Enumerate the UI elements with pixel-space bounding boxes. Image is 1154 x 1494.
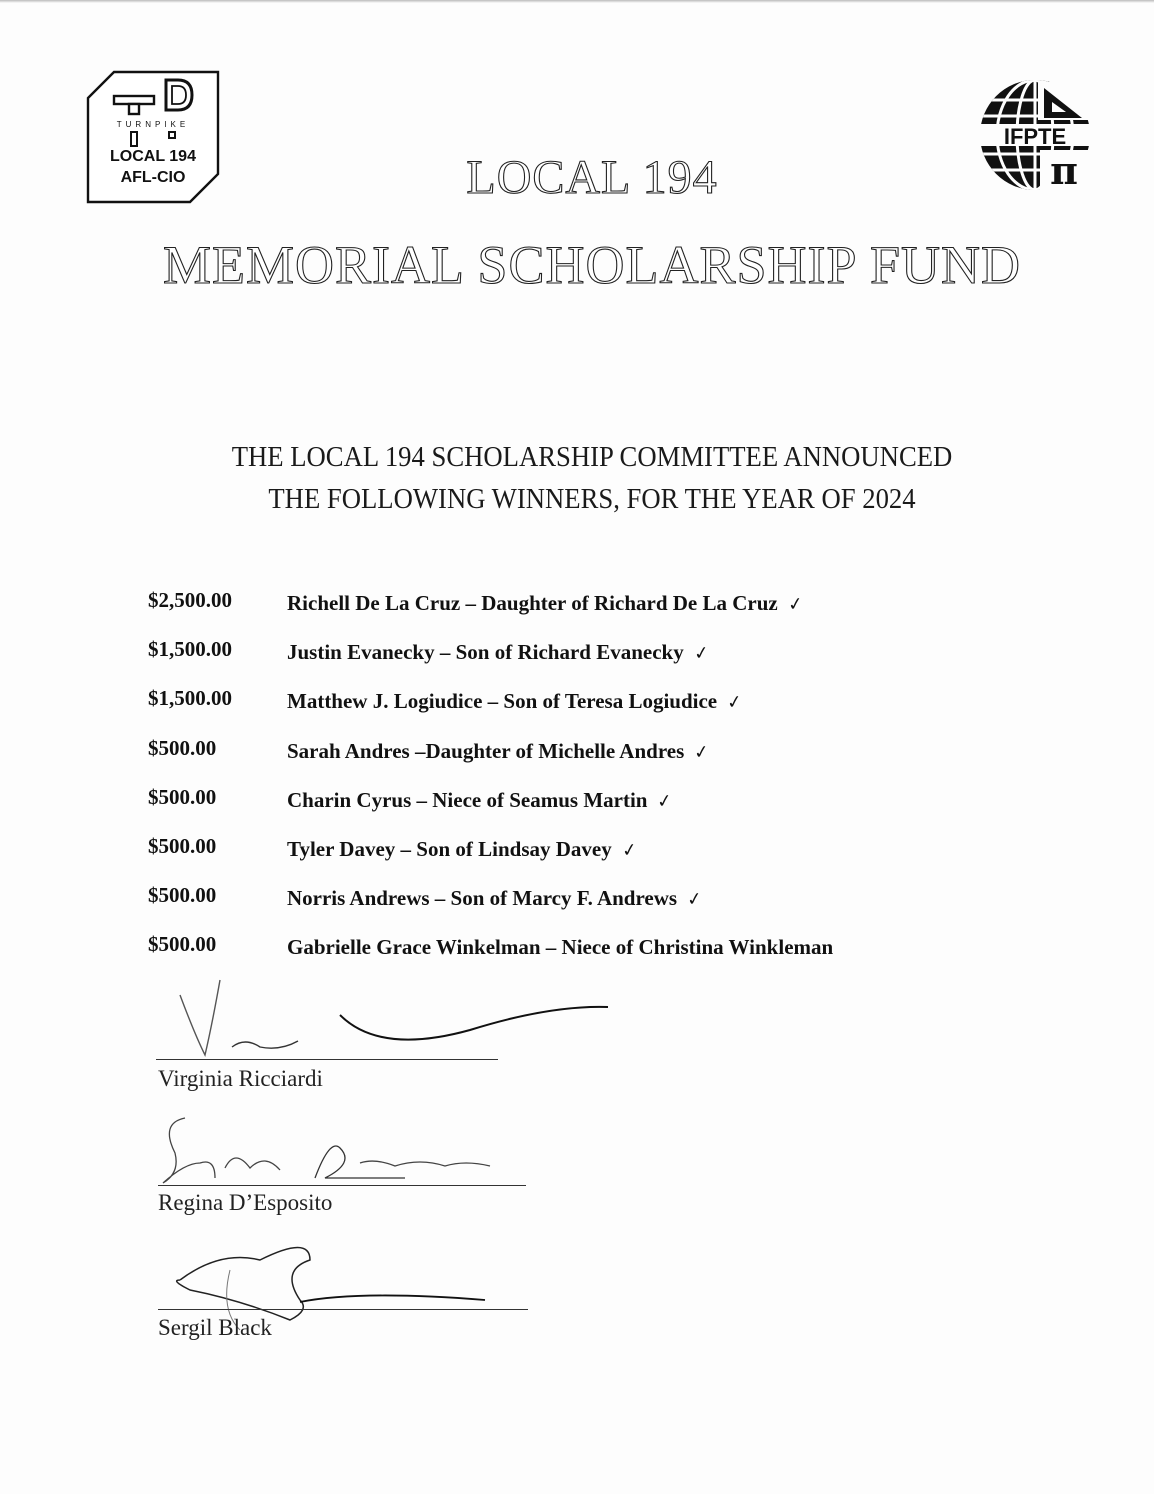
winner-description: Norris Andrews – Son of Marcy F. Andrews	[287, 886, 678, 911]
check-mark-icon: ✓	[656, 789, 674, 813]
check-mark-icon: ✓	[620, 838, 639, 862]
award-amount: $500.00	[148, 883, 217, 908]
award-amount: $500.00	[148, 833, 217, 858]
signature-line	[158, 1185, 526, 1186]
signature-regina-desposito	[155, 1108, 525, 1188]
winner-description: Gabrielle Grace Winkelman – Niece of Christina Winkleman	[287, 935, 834, 960]
award-amount: $500.00	[148, 784, 217, 809]
winner-description: Richell De La Cruz – Daughter of Richard De La Cruz	[287, 591, 778, 615]
page-title-local: LOCAL 194	[466, 151, 718, 204]
signatory-name: Regina D’Esposito	[158, 1190, 333, 1215]
winner-row	[148, 736, 948, 785]
announcement-line1: THE LOCAL 194 SCHOLARSHIP COMMITTEE ANNOUNCED	[231, 441, 953, 473]
winner-row	[148, 686, 948, 735]
winner-description: Tyler Davey – Son of Lindsay Davey	[287, 836, 612, 861]
signature-virginia-ricciardi	[170, 975, 630, 1065]
winner-row	[148, 588, 948, 637]
check-mark-icon: ✓	[692, 642, 711, 666]
check-mark-icon: ✓	[786, 593, 805, 616]
page-title-fund: MEMORIAL SCHOLARSHIP FUND	[162, 235, 1022, 295]
left-logo-line1: LOCAL 194	[110, 148, 196, 165]
winner-row	[148, 637, 948, 686]
signature-line	[156, 1059, 498, 1060]
winner-description: Matthew J. Logiudice – Son of Teresa Logiudice	[287, 689, 718, 714]
left-logo-line2: AFL-CIO	[120, 169, 186, 186]
announcement	[47, 436, 1136, 520]
svg-text:TURNPIKE: TURNPIKE	[116, 120, 190, 129]
check-mark-icon: ✓	[692, 740, 711, 764]
award-amount: $1,500.00	[148, 686, 232, 711]
winner-description: Sarah Andres –Daughter of Michelle Andres	[287, 738, 685, 763]
award-amount: $1,500.00	[148, 637, 232, 662]
svg-text:π: π	[1050, 148, 1078, 192]
svg-text:IFPTE: IFPTE	[1003, 124, 1067, 149]
winner-row	[148, 883, 948, 932]
check-mark-icon: ✓	[725, 691, 744, 715]
announcement-line2: THE FOLLOWING WINNERS, FOR THE YEAR OF 2024	[268, 483, 916, 515]
winner-description: Charin Cyrus – Niece of Seamus Martin	[287, 787, 648, 812]
award-amount: $2,500.00	[148, 588, 232, 612]
award-amount: $500.00	[148, 932, 217, 957]
winners-list	[148, 588, 948, 982]
signatory-name: Virginia Ricciardi	[158, 1066, 323, 1091]
signature-line	[158, 1309, 528, 1310]
award-amount: $500.00	[148, 735, 217, 760]
winner-row	[148, 785, 948, 834]
winner-description: Justin Evanecky – Son of Richard Evanecky	[287, 640, 684, 665]
check-mark-icon: ✓	[685, 888, 704, 912]
page-top-edge	[0, 0, 1154, 3]
signatory-name: Sergil Black	[158, 1315, 272, 1340]
winner-row	[148, 834, 948, 883]
